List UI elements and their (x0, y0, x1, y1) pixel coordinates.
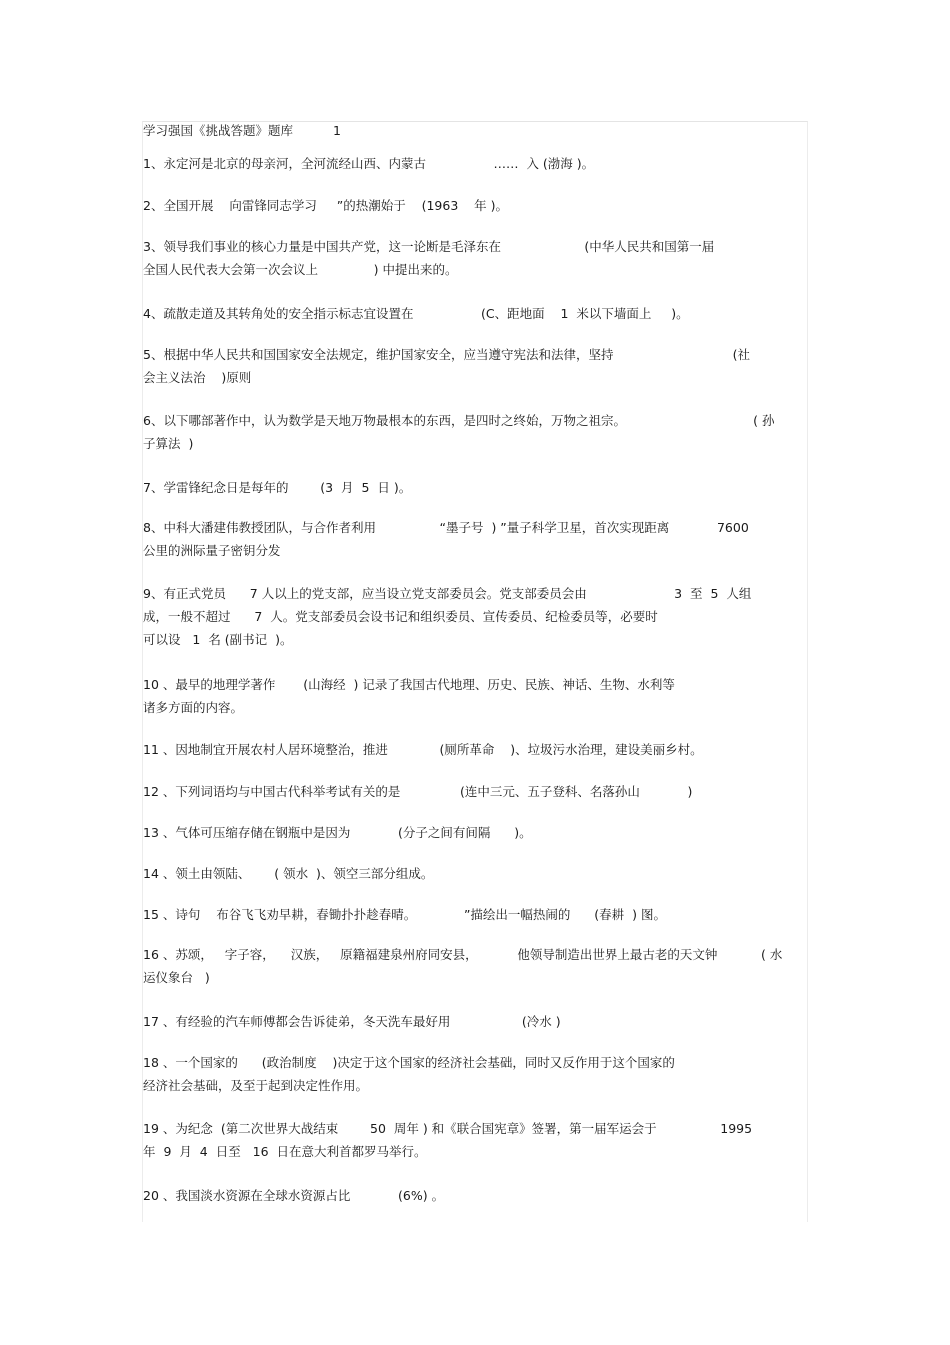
question-item (143, 903, 805, 926)
question-line: 12 、下列词语均与中国古代科举考试有关的是 (连中三元、五子登科、名落孙山 ) (143, 784, 693, 799)
question-item (143, 821, 805, 844)
question-line: 6、以下哪部著作中，认为数学是天地万物最根本的东西，是四时之终始，万物之祖宗。 ( 孙 (143, 413, 775, 428)
question-line: 全国人民代表大会第一次会议上 ) 中提出来的。 (143, 262, 458, 277)
question-line: 5、根据中华人民共和国国家安全法规定，维护国家安全，应当遵守宪法和法律，坚持 (社 (143, 347, 751, 362)
question-item (143, 943, 805, 989)
question-item (143, 738, 805, 761)
question-line: 19 、为纪念 (第二次世界大战结束 50 周年 ) 和《联合国宪章》签署，第一届军运会于 1995 (143, 1121, 753, 1136)
question-item (143, 582, 805, 651)
question-line: 4、疏散走道及其转角处的安全指示标志宜设置在 (C、距地面 1 米以下墙面上 )。 (143, 306, 689, 321)
document-title-text: 学习强国《挑战答题》题库 (143, 123, 294, 138)
question-line: 2、全国开展 向雷锋同志学习 ”的热潮始于 (1963 年 )。 (143, 198, 509, 213)
question-line: 15 、诗句 布谷飞飞劝早耕，春锄扑扑趁春晴。 ”描绘出一幅热闹的 (春耕 ) 图。 (143, 907, 666, 922)
question-line: 1、永定河是北京的母亲河，全河流经山西、内蒙古 …… 入 (渤海 )。 (143, 156, 595, 171)
question-item (143, 476, 805, 499)
question-line: 18 、一个国家的 (政治制度 )决定于这个国家的经济社会基础，同时又反作用于这个国家的 (143, 1055, 675, 1070)
question-item (143, 516, 805, 562)
question-item (143, 673, 805, 719)
question-line: 17 、有经验的汽车师傅都会告诉徒弟，冬天洗车最好用 (冷水 ) (143, 1014, 561, 1029)
question-item (143, 302, 805, 325)
question-line: 14 、领土由领陆、 ( 领水 )、领空三部分组成。 (143, 866, 434, 881)
question-line: 8、中科大潘建伟教授团队，与合作者利用 “墨子号 ) ”量子科学卫星，首次实现距离 7600 (143, 520, 749, 535)
question-item (143, 1184, 805, 1207)
question-item (143, 862, 805, 885)
document-title (143, 122, 805, 142)
question-line: 成，一般不超过 7 人。党支部委员会设书记和组织委员、宣传委员、纪检委员等，必要时 (143, 609, 658, 624)
question-line: 20 、我国淡水资源在全球水资源占比 (6%) 。 (143, 1188, 445, 1203)
question-item (143, 235, 805, 281)
document-title-number: 1 (333, 123, 341, 138)
question-line: 3、领导我们事业的核心力量是中国共产党，这一论断是毛泽东在 (中华人民共和国第一届 (143, 239, 715, 254)
question-line: 会主义法治 )原则 (143, 370, 252, 385)
document-body (143, 122, 805, 1203)
question-item (143, 1010, 805, 1033)
question-line: 9、有正式党员 7 人以上的党支部，应当设立党支部委员会。党支部委员会由 3 至 5 人组 (143, 586, 752, 601)
question-item (143, 1117, 805, 1163)
question-line: 11 、因地制宜开展农村人居环境整治，推进 (厕所革命 )、垃圾污水治理，建设美丽乡村。 (143, 742, 703, 757)
question-line: 10 、最早的地理学著作 (山海经 ) 记录了我国古代地理、历史、民族、神话、生物、水利等 (143, 677, 675, 692)
question-line: 诸多方面的内容。 (143, 700, 244, 715)
question-line: 运仪象台 ) (143, 970, 210, 985)
question-line: 经济社会基础，及至于起到决定性作用。 (143, 1078, 369, 1093)
question-line: 7、学雷锋纪念日是每年的 (3 月 5 日 )。 (143, 480, 412, 495)
question-item (143, 1051, 805, 1097)
question-line: 年 9 月 4 日至 16 日在意大利首都罗马举行。 (143, 1144, 427, 1159)
question-line: 公里的洲际量子密钥分发 (143, 543, 281, 558)
question-line: 13 、气体可压缩存储在钢瓶中是因为 (分子之间有间隔 )。 (143, 825, 532, 840)
question-item (143, 343, 805, 389)
question-item (143, 409, 805, 455)
question-line: 16 、苏颂， 字子容， 汉族， 原籍福建泉州府同安县， 他领导制造出世界上最古老的天文钟 ( 水 (143, 947, 783, 962)
question-item (143, 780, 805, 803)
question-line: 可以设 1 名 (副书记 )。 (143, 632, 293, 647)
question-item (143, 152, 805, 175)
question-item (143, 194, 805, 217)
question-line: 子算法 ) (143, 436, 194, 451)
